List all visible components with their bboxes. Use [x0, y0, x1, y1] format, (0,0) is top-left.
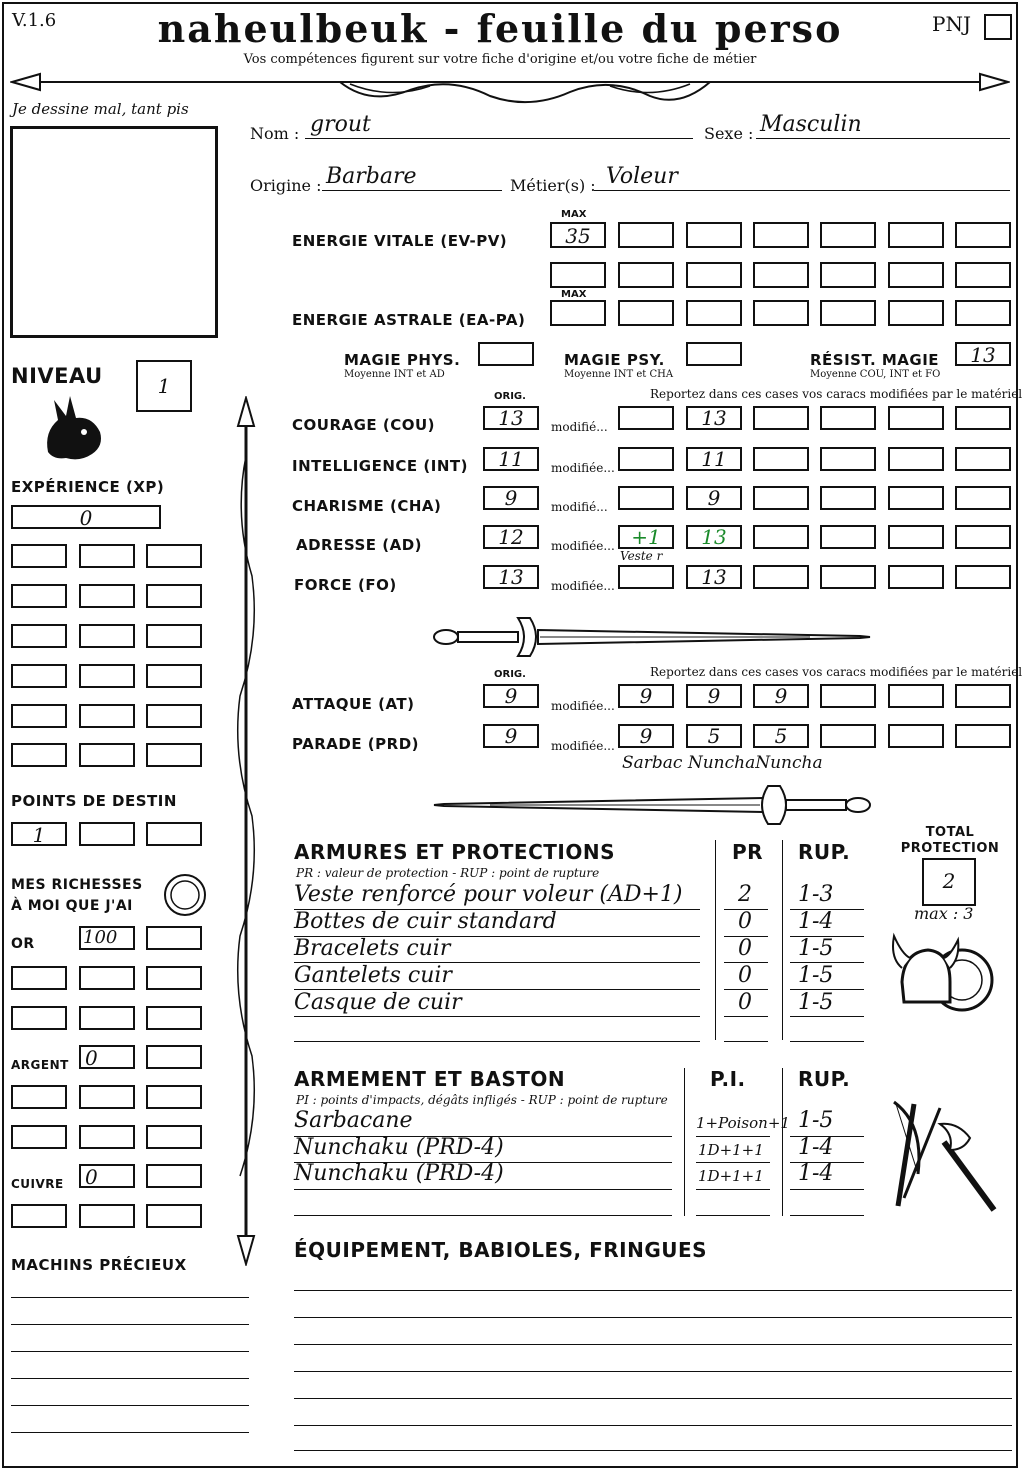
silver-box[interactable]	[79, 1125, 135, 1149]
silver-box[interactable]	[79, 1085, 135, 1109]
armor-line	[724, 1041, 768, 1042]
carac-orig-box[interactable]: 13	[483, 406, 539, 430]
gold-box[interactable]	[79, 1006, 135, 1030]
total-protection-box[interactable]: 2	[922, 858, 976, 906]
carac-mod-note: Veste r	[620, 549, 663, 563]
xp-extra-box[interactable]	[79, 544, 135, 568]
carac-mod-box[interactable]	[618, 406, 674, 430]
max-protection-note: max : 3	[914, 904, 974, 923]
ea-max-label: MAX	[561, 289, 587, 300]
carac-mod-box[interactable]: 11	[686, 447, 742, 471]
xp-extra-box[interactable]	[79, 704, 135, 728]
copper-box[interactable]: 0	[79, 1164, 135, 1188]
xp-extra-box[interactable]	[146, 584, 202, 608]
attack-orig-box[interactable]: 9	[483, 684, 539, 708]
dragon-head-icon	[40, 392, 106, 464]
copper-label: CUIVRE	[11, 1177, 64, 1191]
carac-orig-box[interactable]: 12	[483, 525, 539, 549]
equipment-line[interactable]	[294, 1290, 1012, 1291]
copper-box[interactable]	[146, 1164, 202, 1188]
valuables-line[interactable]	[11, 1351, 249, 1352]
ea-box[interactable]	[618, 300, 674, 326]
carac-mod-box[interactable]	[618, 565, 674, 589]
crossed-weapons-icon	[884, 1094, 1006, 1216]
gold-label: OR	[11, 936, 35, 952]
carac-report-note: Reportez dans ces cases vos caracs modifiées par le matériel	[650, 387, 1023, 401]
xp-extra-box[interactable]	[11, 704, 67, 728]
valuables-line[interactable]	[11, 1405, 249, 1406]
gold-box[interactable]	[11, 1006, 67, 1030]
ev-box[interactable]	[888, 262, 944, 288]
ev-box[interactable]	[753, 222, 809, 248]
ev-box[interactable]	[820, 262, 876, 288]
weapon-line	[696, 1162, 770, 1163]
silver-box[interactable]: 0	[79, 1045, 135, 1069]
destiny-box[interactable]: 1	[11, 822, 67, 846]
carac-label-cou: COURAGE (COU)	[292, 416, 436, 434]
ea-label: ENERGIE ASTRALE (EA-PA)	[292, 311, 526, 329]
carac-orig-box[interactable]: 11	[483, 447, 539, 471]
attack-mod-box[interactable]: 9	[753, 684, 809, 708]
ea-box[interactable]	[753, 300, 809, 326]
armor-item-name[interactable]: Veste renforcé pour voleur (AD+1)	[294, 882, 683, 907]
portrait-caption: Je dessine mal, tant pis	[12, 100, 189, 118]
carac-mod-box[interactable]	[753, 525, 809, 549]
armor-item-name[interactable]: Bracelets cuir	[294, 936, 451, 961]
parry-label: PARADE (PRD)	[292, 735, 420, 753]
armor-line	[724, 1016, 768, 1017]
name-field[interactable]: grout	[310, 112, 371, 137]
ev-box[interactable]	[618, 222, 674, 248]
origin-label: Origine :	[250, 176, 322, 195]
destiny-label: POINTS DE DESTIN	[11, 792, 177, 810]
armor-item-name[interactable]: Casque de cuir	[294, 990, 462, 1015]
job-label: Métier(s) :	[510, 176, 596, 195]
xp-extra-box[interactable]	[11, 624, 67, 648]
xp-extra-box[interactable]	[11, 584, 67, 608]
carac-mod-label: modifiée...	[551, 461, 615, 475]
weapons-divider	[684, 1068, 685, 1216]
weapon-item-pi[interactable]: 1D+1+1	[698, 1167, 764, 1185]
xp-extra-box[interactable]	[79, 664, 135, 688]
destiny-box[interactable]	[79, 822, 135, 846]
silver-label: ARGENT	[11, 1058, 69, 1072]
parry-mod-box[interactable]	[888, 724, 944, 748]
attack-mod-box[interactable]	[955, 684, 1011, 708]
wealth-label-1: MES RICHESSES	[11, 877, 143, 893]
carac-mod-box[interactable]	[820, 525, 876, 549]
weapons-col-pi: P.I.	[710, 1067, 746, 1091]
sex-line	[756, 138, 1010, 139]
valuables-line[interactable]	[11, 1324, 249, 1325]
carac-mod-box[interactable]	[888, 525, 944, 549]
armor-item-pr[interactable]: 0	[738, 936, 752, 961]
carac-mod-box[interactable]: 13	[686, 406, 742, 430]
carac-mod-box[interactable]	[618, 447, 674, 471]
sheet-subtitle: Vos compétences figurent sur votre fiche d'origine et/ou votre fiche de métier	[243, 52, 757, 67]
copper-box[interactable]	[146, 1204, 202, 1228]
weapon-line	[696, 1215, 770, 1216]
xp-extra-box[interactable]	[79, 624, 135, 648]
xp-box[interactable]: 0	[11, 505, 161, 529]
pnj-label: PNJ	[932, 12, 971, 36]
weapon-item-name[interactable]: Nunchaku (PRD-4)	[294, 1161, 504, 1186]
xp-extra-box[interactable]	[11, 743, 67, 767]
ev-label: ENERGIE VITALE (EV-PV)	[292, 232, 508, 250]
carac-label-fo: FORCE (FO)	[294, 576, 397, 594]
magic-phys-note: Moyenne INT et AD	[344, 369, 445, 380]
carac-mod-box[interactable]	[955, 406, 1011, 430]
equipment-line[interactable]	[294, 1344, 1012, 1345]
equipment-line[interactable]	[294, 1398, 1012, 1399]
ev-box[interactable]	[550, 262, 606, 288]
armor-line	[294, 1016, 700, 1017]
wealth-label-2: À MOI QUE J'AI	[11, 898, 133, 914]
gold-box[interactable]	[146, 966, 202, 990]
ev-box[interactable]	[618, 262, 674, 288]
weapon-item-pi[interactable]: 1+Poison+1	[696, 1114, 790, 1132]
ea-box[interactable]	[820, 300, 876, 326]
armor-item-pr[interactable]: 2	[738, 882, 752, 907]
carac-mod-label: modifié...	[551, 500, 608, 514]
xp-extra-box[interactable]	[79, 743, 135, 767]
valuables-line[interactable]	[11, 1297, 249, 1298]
carac-mod-box[interactable]	[753, 447, 809, 471]
copper-box[interactable]	[11, 1204, 67, 1228]
ev-box[interactable]	[686, 262, 742, 288]
carac-mod-box[interactable]	[955, 565, 1011, 589]
weapons-title: ARMEMENT ET BASTON	[294, 1067, 566, 1091]
carac-mod-box[interactable]	[888, 447, 944, 471]
ev-max-label: MAX	[561, 209, 587, 220]
carac-mod-box[interactable]: 13	[686, 525, 742, 549]
carac-mod-box[interactable]	[888, 486, 944, 510]
ev-box[interactable]	[820, 222, 876, 248]
level-box[interactable]: 1	[136, 360, 192, 412]
xp-extra-box[interactable]	[11, 664, 67, 688]
armor-item-rup[interactable]: 1-5	[798, 936, 834, 961]
carac-mod-box[interactable]: +1	[618, 525, 674, 549]
armor-col-pr: PR	[732, 840, 764, 864]
carac-mod-box[interactable]	[888, 406, 944, 430]
ea-box[interactable]	[888, 300, 944, 326]
origin-line	[322, 190, 502, 191]
xp-extra-box[interactable]	[146, 704, 202, 728]
carac-mod-label: modifié...	[551, 420, 608, 434]
carac-orig-box[interactable]: 9	[483, 486, 539, 510]
weapon-line	[294, 1189, 672, 1190]
magic-psy-label: MAGIE PSY.	[564, 351, 665, 369]
ev-box[interactable]	[686, 222, 742, 248]
equipment-title: ÉQUIPEMENT, BABIOLES, FRINGUES	[294, 1238, 708, 1262]
armor-item-name[interactable]: Gantelets cuir	[294, 963, 452, 988]
gold-box[interactable]	[146, 926, 202, 950]
carac-mod-box[interactable]	[753, 486, 809, 510]
job-field[interactable]: Voleur	[606, 164, 678, 189]
portrait-box[interactable]	[10, 126, 218, 338]
version-label: V.1.6	[12, 10, 57, 31]
armor-item-pr[interactable]: 0	[738, 990, 752, 1015]
armor-item-rup[interactable]: 1-5	[798, 963, 834, 988]
silver-box[interactable]	[146, 1085, 202, 1109]
silver-box[interactable]	[11, 1085, 67, 1109]
magic-phys-box[interactable]	[478, 342, 534, 366]
ea-box[interactable]	[955, 300, 1011, 326]
attack-mod-box[interactable]: 9	[686, 684, 742, 708]
carac-label-cha: CHARISME (CHA)	[292, 497, 442, 515]
parry-orig-box[interactable]: 9	[483, 724, 539, 748]
equipment-line[interactable]	[294, 1317, 1012, 1318]
carac-mod-box[interactable]	[618, 486, 674, 510]
carac-label-ad: ADRESSE (AD)	[296, 536, 423, 554]
valuables-label: MACHINS PRÉCIEUX	[11, 1256, 187, 1274]
carac-mod-box[interactable]	[753, 406, 809, 430]
weapon-item-name[interactable]: Nunchaku (PRD-4)	[294, 1135, 504, 1160]
armor-title: ARMURES ET PROTECTIONS	[294, 840, 615, 864]
total-protection-label: TOTAL PROTECTION	[900, 825, 1000, 856]
gold-box[interactable]	[146, 1006, 202, 1030]
weapon-item-rup[interactable]: 1-5	[798, 1108, 834, 1133]
carac-mod-box[interactable]	[820, 565, 876, 589]
weapon-line	[790, 1189, 864, 1190]
gold-box[interactable]: 100	[79, 926, 135, 950]
job-line	[594, 190, 1010, 191]
weapon-item-name[interactable]: Sarbacane	[294, 1108, 413, 1133]
carac-mod-box[interactable]	[955, 447, 1011, 471]
attack-mod-box[interactable]: 9	[618, 684, 674, 708]
equipment-line[interactable]	[294, 1371, 1012, 1372]
xp-extra-box[interactable]	[146, 743, 202, 767]
armor-line	[790, 1016, 864, 1017]
pnj-checkbox[interactable]	[984, 14, 1012, 40]
carac-mod-box[interactable]: 9	[686, 486, 742, 510]
destiny-box[interactable]	[146, 822, 202, 846]
sword-icon	[430, 612, 875, 662]
armor-subtitle: PR : valeur de protection - RUP : point de rupture	[296, 866, 600, 880]
helmet-shield-icon	[888, 928, 1000, 1028]
armor-item-pr[interactable]: 0	[738, 909, 752, 934]
silver-box[interactable]	[11, 1125, 67, 1149]
sex-label: Sexe :	[704, 124, 754, 143]
xp-extra-box[interactable]	[11, 544, 67, 568]
magic-psy-note: Moyenne INT et CHA	[564, 369, 674, 380]
sex-field[interactable]: Masculin	[760, 112, 862, 137]
name-label: Nom :	[250, 124, 300, 143]
weapon-item-rup[interactable]: 1-4	[798, 1161, 834, 1186]
sword-icon	[430, 780, 875, 830]
ev-box[interactable]	[955, 262, 1011, 288]
armor-item-rup[interactable]: 1-4	[798, 909, 834, 934]
carac-orig-label: ORIG.	[494, 391, 526, 402]
weapon-line	[790, 1215, 864, 1216]
ev-box[interactable]	[753, 262, 809, 288]
carac-mod-label: modifiée...	[551, 539, 615, 553]
magic-psy-box[interactable]	[686, 342, 742, 366]
coin-icon	[162, 872, 208, 918]
magic-phys-label: MAGIE PHYS.	[344, 351, 461, 369]
gold-box[interactable]	[79, 966, 135, 990]
carac-mod-box[interactable]	[888, 565, 944, 589]
carac-mod-box[interactable]	[820, 447, 876, 471]
armor-col-rup: RUP.	[798, 840, 851, 864]
level-label: NIVEAU	[11, 364, 103, 388]
armor-divider	[715, 840, 716, 1040]
ev-box[interactable]	[955, 222, 1011, 248]
parry-mod-label: modifiée...	[551, 739, 615, 753]
combat-orig-label: ORIG.	[494, 669, 526, 680]
attack-mod-box[interactable]	[888, 684, 944, 708]
weapons-col-rup: RUP.	[798, 1067, 851, 1091]
xp-extra-box[interactable]	[146, 624, 202, 648]
armor-line	[790, 1041, 864, 1042]
resist-magic-note: Moyenne COU, INT et FO	[810, 369, 941, 380]
equipment-line[interactable]	[294, 1450, 1012, 1451]
valuables-line[interactable]	[11, 1378, 249, 1379]
vertical-spear-icon	[226, 396, 266, 1266]
armor-item-pr[interactable]: 0	[738, 963, 752, 988]
carac-mod-box[interactable]	[753, 565, 809, 589]
resist-magic-box[interactable]: 13	[955, 342, 1011, 366]
xp-extra-box[interactable]	[146, 664, 202, 688]
parry-mod-box[interactable]: 5	[686, 724, 742, 748]
ea-box[interactable]	[686, 300, 742, 326]
armor-item-rup[interactable]: 1-3	[798, 882, 834, 907]
parry-mod-box[interactable]: 9	[618, 724, 674, 748]
xp-extra-box[interactable]	[146, 544, 202, 568]
copper-box[interactable]	[79, 1204, 135, 1228]
ea-max-box[interactable]	[550, 300, 606, 326]
armor-item-name[interactable]: Bottes de cuir standard	[294, 909, 557, 934]
gold-box[interactable]	[11, 966, 67, 990]
xp-label: EXPÉRIENCE (XP)	[11, 478, 165, 496]
carac-mod-box[interactable]	[955, 486, 1011, 510]
combat-report-note: Reportez dans ces cases vos caracs modifiées par le matériel	[650, 665, 1023, 679]
carac-mod-box[interactable]: 13	[686, 565, 742, 589]
carac-orig-box[interactable]: 13	[483, 565, 539, 589]
name-line	[305, 138, 693, 139]
resist-magic-label: RÉSIST. MAGIE	[810, 351, 940, 369]
weapons-subtitle: PI : points d'impacts, dégâts infligés - RUP : point de rupture	[296, 1093, 668, 1107]
sheet-title: naheulbeuk - feuille du perso	[157, 6, 843, 51]
weapon-item-pi[interactable]: 1D+1+1	[698, 1141, 764, 1159]
armor-divider	[782, 840, 783, 1040]
equipment-line[interactable]	[294, 1425, 1012, 1426]
carac-mod-box[interactable]	[955, 525, 1011, 549]
armor-line	[294, 1041, 700, 1042]
carac-label-int: INTELLIGENCE (INT)	[292, 457, 468, 475]
carac-mod-box[interactable]	[820, 406, 876, 430]
ev-box[interactable]	[888, 222, 944, 248]
armor-item-rup[interactable]: 1-5	[798, 990, 834, 1015]
parry-mod-box[interactable]	[955, 724, 1011, 748]
weapon-line	[294, 1215, 672, 1216]
silver-box[interactable]	[146, 1125, 202, 1149]
weapon-item-rup[interactable]: 1-4	[798, 1135, 834, 1160]
parry-mod-box[interactable]: 5	[753, 724, 809, 748]
carac-mod-box[interactable]	[820, 486, 876, 510]
valuables-line[interactable]	[11, 1432, 249, 1433]
xp-extra-box[interactable]	[79, 584, 135, 608]
silver-box[interactable]	[146, 1045, 202, 1069]
attack-mod-box[interactable]	[820, 684, 876, 708]
weapons-divider	[782, 1068, 783, 1216]
weapon-line	[696, 1136, 770, 1137]
ev-max-box[interactable]: 35	[550, 222, 606, 248]
carac-mod-label: modifiée...	[551, 579, 615, 593]
attack-label: ATTAQUE (AT)	[292, 695, 415, 713]
parry-mod-box[interactable]	[820, 724, 876, 748]
attack-mod-label: modifiée...	[551, 699, 615, 713]
weapon-notes: Sarbac NunchaNuncha	[622, 753, 823, 773]
origin-field[interactable]: Barbare	[326, 164, 417, 189]
weapon-line	[696, 1189, 770, 1190]
